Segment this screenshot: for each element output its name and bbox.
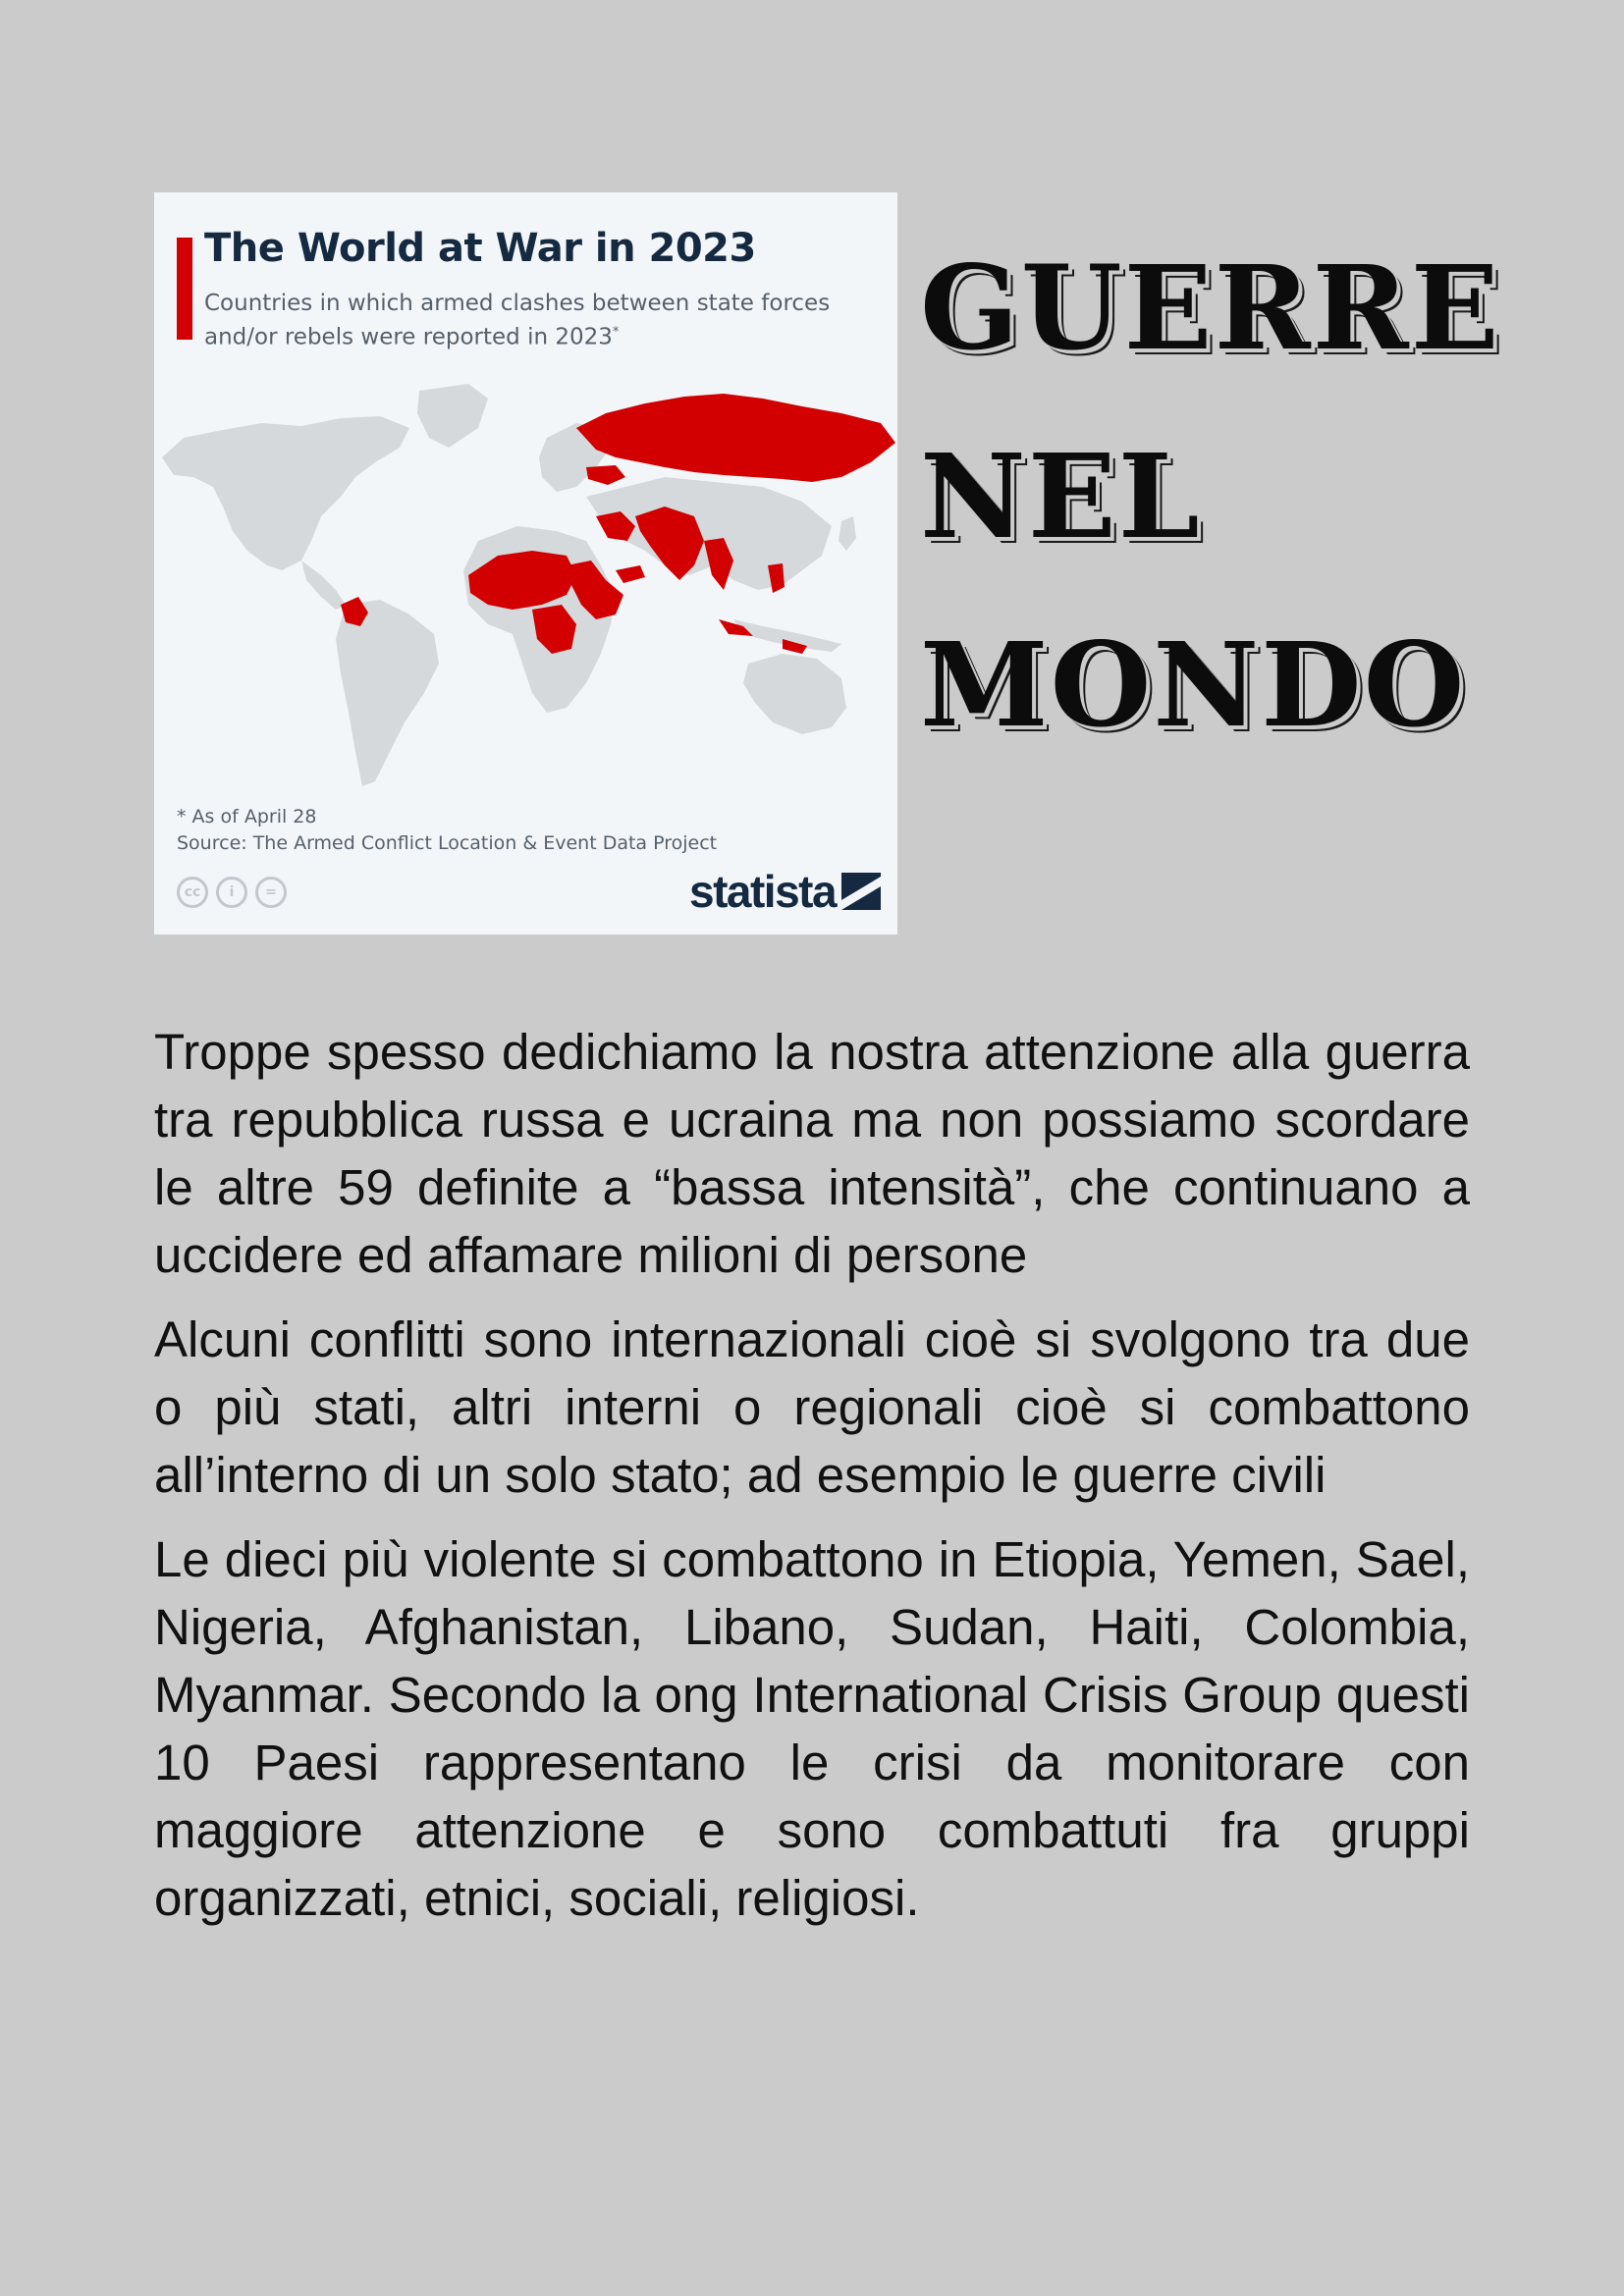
land-south-america bbox=[336, 600, 439, 786]
source-line: Source: The Armed Conflict Location & Event Data Project bbox=[177, 832, 718, 854]
title-line: MONDO bbox=[920, 616, 1467, 753]
land-japan bbox=[839, 516, 856, 551]
paragraph: Le dieci più violente si combattono in Etiopia, Yemen, Sael, Nigeria, Afghanistan, Libano, Sudan, Haiti, Colombia, Myanmar. Secondo la ong International Crisis Group questi 10 Paesi rappresentano le crisi da monitorare con maggiore attenzione e sono combattuti fra gruppi organizzati, etnici, sociali, religiosi. bbox=[154, 1531, 1470, 1926]
conflict-philippines bbox=[768, 563, 785, 593]
land-greenland bbox=[417, 384, 488, 448]
infographic-card bbox=[154, 192, 897, 934]
footnote: * As of April 28 bbox=[177, 806, 317, 828]
body-text bbox=[154, 1018, 1470, 1949]
statista-logo-icon bbox=[841, 873, 881, 910]
infographic-subtitle bbox=[204, 289, 882, 352]
land-australia bbox=[743, 654, 846, 734]
license-icons bbox=[177, 877, 287, 908]
conflict-yemen bbox=[616, 565, 645, 583]
paragraph: Alcuni conflitti sono internazionali cioè si svolgono tra due o più stati, altri interni o regionali cioè si combattono all’interno di un solo stato; ad esempio le guerre civili bbox=[154, 1311, 1470, 1503]
title-line: GUERRE bbox=[920, 240, 1501, 376]
land-central-america bbox=[301, 561, 346, 610]
title-line: NEL bbox=[920, 428, 1202, 564]
infographic-subtitle-text: Countries in which armed clashes between state forces and/or rebels were reported in 2023 bbox=[204, 291, 831, 350]
subtitle-footnote-mark: * bbox=[612, 325, 620, 340]
nd-icon: = bbox=[255, 877, 287, 908]
conflict-russia bbox=[576, 394, 895, 482]
page-title bbox=[920, 214, 1509, 779]
by-icon: i bbox=[216, 877, 247, 908]
accent-bar bbox=[177, 238, 192, 340]
infographic-title: The World at War in 2023 bbox=[204, 226, 756, 271]
cc-icon: cc bbox=[177, 877, 208, 908]
world-conflict-map bbox=[154, 369, 897, 801]
infographic-footer bbox=[177, 804, 717, 857]
conflict-ukraine bbox=[586, 465, 625, 485]
statista-logo bbox=[689, 865, 881, 918]
paragraph: Troppe spesso dedichiamo la nostra attenzione alla guerra tra repubblica russa e ucraina ma non possiamo scordare le altre 59 definite a “bassa intensità”, che continuano a uccidere ed affamare milioni di persone bbox=[154, 1024, 1470, 1283]
land-north-america bbox=[162, 416, 409, 570]
brand-wordmark: statista bbox=[689, 866, 837, 917]
